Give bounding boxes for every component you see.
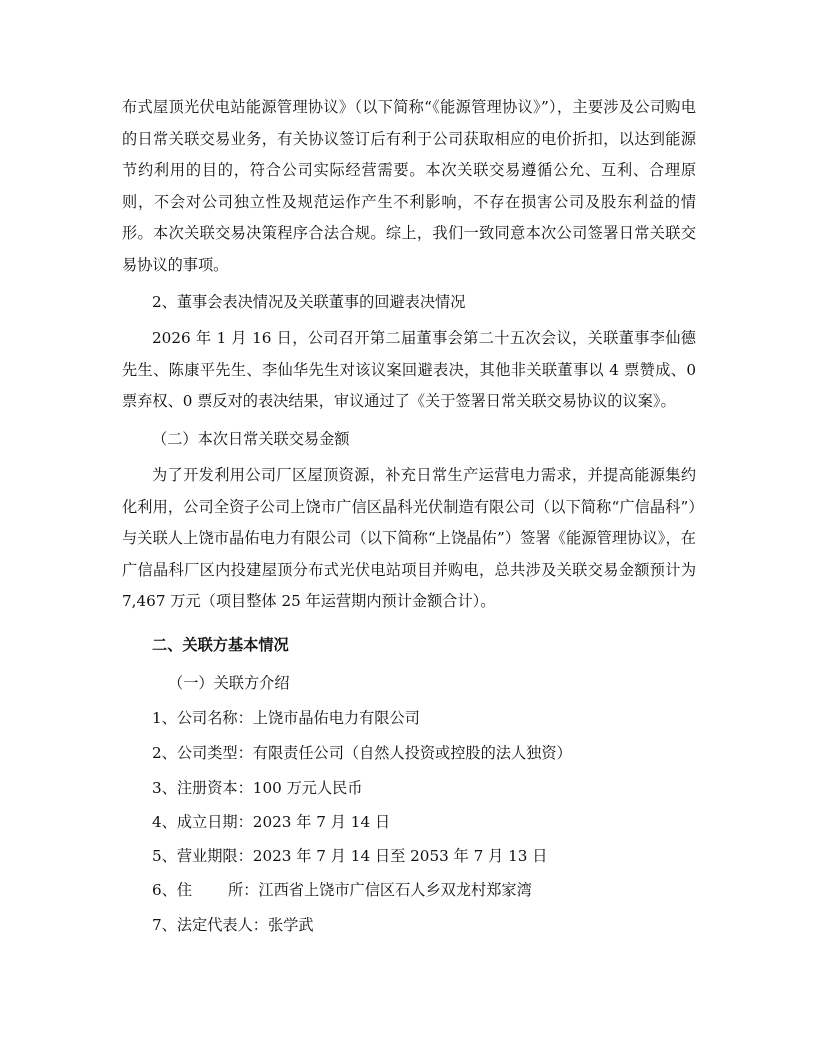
heading-transaction-amount: （二）本次日常关联交易金额 (152, 430, 350, 448)
address-label-part1: 6、住 (152, 881, 193, 899)
list-item-registered-capital: 3、注册资本：100 万元人民币 (152, 779, 363, 797)
list-item-company-type: 2、公司类型：有限责任公司（自然人投资或控股的法人独资） (152, 744, 572, 762)
address-label-part2: 所： (228, 881, 259, 899)
address-value: 江西省上饶市广信区石人乡双龙村郑家湾 (258, 881, 532, 899)
section-related-party-heading: 二、关联方基本情况 (152, 636, 289, 654)
subsection-related-party-intro: （一）关联方介绍 (168, 674, 290, 692)
list-item-business-term: 5、营业期限：2023 年 7 月 14 日至 2053 年 7 月 13 日 (152, 847, 548, 865)
paragraph-opinion: 布式屋顶光伏电站能源管理协议》（以下简称“《能源管理协议》”），主要涉及公司购电的日常关联交易业务，有关协议签订后有利于公司获取相应的电价折扣，以达到能源节约利用的目的，符合公司实际经营需要。本次关联交易遵循公允、互利、合理原则，不会对公司独立性及规范运作产生不利影响，不存在损害公司及股东利益的情形。本次关联交易决策程序合法合规。综上，我们一致同意本次公司签署日常关联交易协议的事项。 (122, 98, 696, 274)
heading-board-vote: 2、董事会表决情况及关联董事的回避表决情况 (152, 293, 466, 311)
list-item-established-date: 4、成立日期：2023 年 7 月 14 日 (152, 813, 391, 831)
list-item-company-name: 1、公司名称：上饶市晶佑电力有限公司 (152, 709, 420, 727)
list-item-address (152, 880, 532, 900)
list-item-legal-representative: 7、法定代表人：张学武 (152, 916, 314, 934)
paragraph-transaction-detail: 为了开发利用公司厂区屋顶资源，补充日常生产运营电力需求，并提高能源集约化利用，公司全资子公司上饶市广信区晶科光伏制造有限公司（以下简称“广信晶科”）与关联人上饶市晶佑电力有限公司（以下简称“上饶晶佑”）签署《能源管理协议》，在广信晶科厂区内投建屋顶分布式光伏电站项目并购电，总共涉及关联交易金额预计为 7,467 万元（项目整体 25 年运营期内预计金额合计）。 (122, 466, 696, 611)
paragraph-board-meeting: 2026 年 1 月 16 日，公司召开第二届董事会第二十五次会议，关联董事李仙德先生、陈康平先生、李仙华先生对该议案回避表决，其他非关联董事以 4 票赞成、0 票弃权、0 票反对的表决结果，审议通过了《关于签署日常关联交易协议的议案》。 (122, 329, 696, 411)
